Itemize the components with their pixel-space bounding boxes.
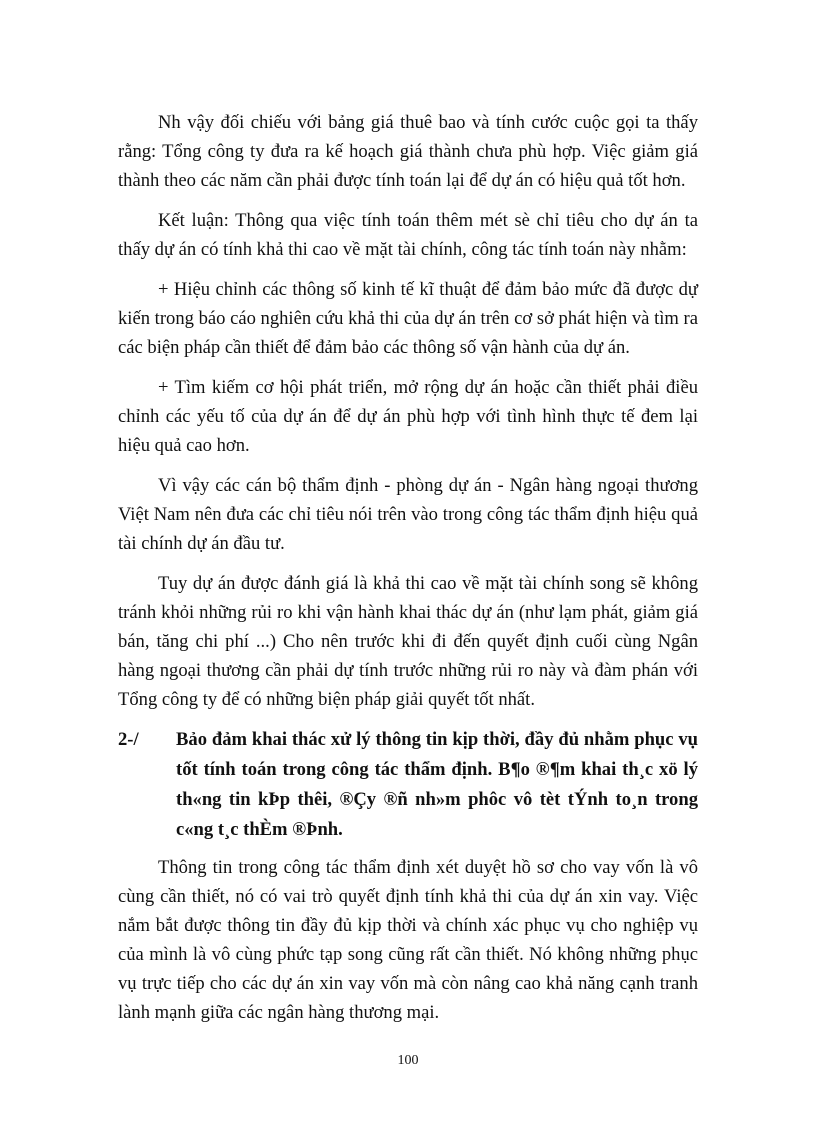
page-number: 100 — [397, 1053, 419, 1068]
paragraph: Kết luận: Thông qua việc tính toán thêm mét sè chỉ tiêu cho dự án ta thấy dự án có tính khả thi cao về mặt tài chính, công tác tính toán này nhằm: — [118, 210, 698, 260]
section-heading-text: Bảo đảm khai thác xử lý thông tin kịp thời, đầy đủ nhằm phục vụ tốt tính toán trong công tác thẩm định. B¶o ®¶m khai th¸c xö lý th«ng tin kÞp thêi, ®Çy ®ñ nh»m phôc vô tèt tÝnh to¸n trong c«ng t¸c thÈm ®Þnh. — [176, 729, 698, 840]
paragraph: + Tìm kiếm cơ hội phát triển, mở rộng dự án hoặc cần thiết phải điều chỉnh các yếu tố của dự án để dự án phù hợp với tình hình thực tế đem lại hiệu quả cao hơn. — [118, 377, 698, 456]
paragraph: + Hiệu chỉnh các thông số kinh tế kĩ thuật để đảm bảo mức đã được dự kiến trong báo cáo nghiên cứu khả thi của dự án trên cơ sở phát hiện và tìm ra các biện pháp cần thiết để đảm bảo các thông số vận hành của dự án. — [118, 279, 698, 358]
paragraph: Vì vậy các cán bộ thẩm định - phòng dự án - Ngân hàng ngoại thương Việt Nam nên đưa các chỉ tiêu nói trên vào trong công tác thẩm định hiệu quả tài chính dự án đầu tư. — [118, 475, 698, 554]
paragraph: Tuy dự án được đánh giá là khả thi cao về mặt tài chính song sẽ không tránh khỏi những rủi ro khi vận hành khai thác dự án (như lạm phát, giảm giá bán, tăng chi phí ...) Cho nên trước khi đi đến quyết định cuối cùng Ngân hàng ngoại thương cần phải dự tính trước những rủi ro này và đàm phán với Tổng công ty để có những biện pháp giải quyết tốt nhất. — [118, 573, 698, 710]
body-text — [118, 108, 698, 1038]
section-heading — [118, 725, 698, 845]
section-number: 2-/ — [118, 729, 139, 750]
paragraph: Thông tin trong công tác thẩm định xét duyệt hồ sơ cho vay vốn là vô cùng cần thiết, nó có vai trò quyết định tính khả thi của dự án xin vay. Việc nắm bắt được thông tin đầy đủ kịp thời và chính xác phục vụ cho nghiệp vụ của mình là vô cùng phức tạp song cũng rất cần thiết. Nó không những phục vụ trực tiếp cho các dự án xin vay vốn mà còn nâng cao khả năng cạnh tranh lành mạnh giữa các ngân hàng thương mại. — [118, 857, 698, 1023]
paragraph: Nh vậy đối chiếu với bảng giá thuê bao và tính cước cuộc gọi ta thấy rằng: Tổng công ty đưa ra kế hoạch giá thành chưa phù hợp. Việc giảm giá thành theo các năm cần phải được tính toán lại để dự án có hiệu quả tốt hơn. — [118, 112, 698, 191]
